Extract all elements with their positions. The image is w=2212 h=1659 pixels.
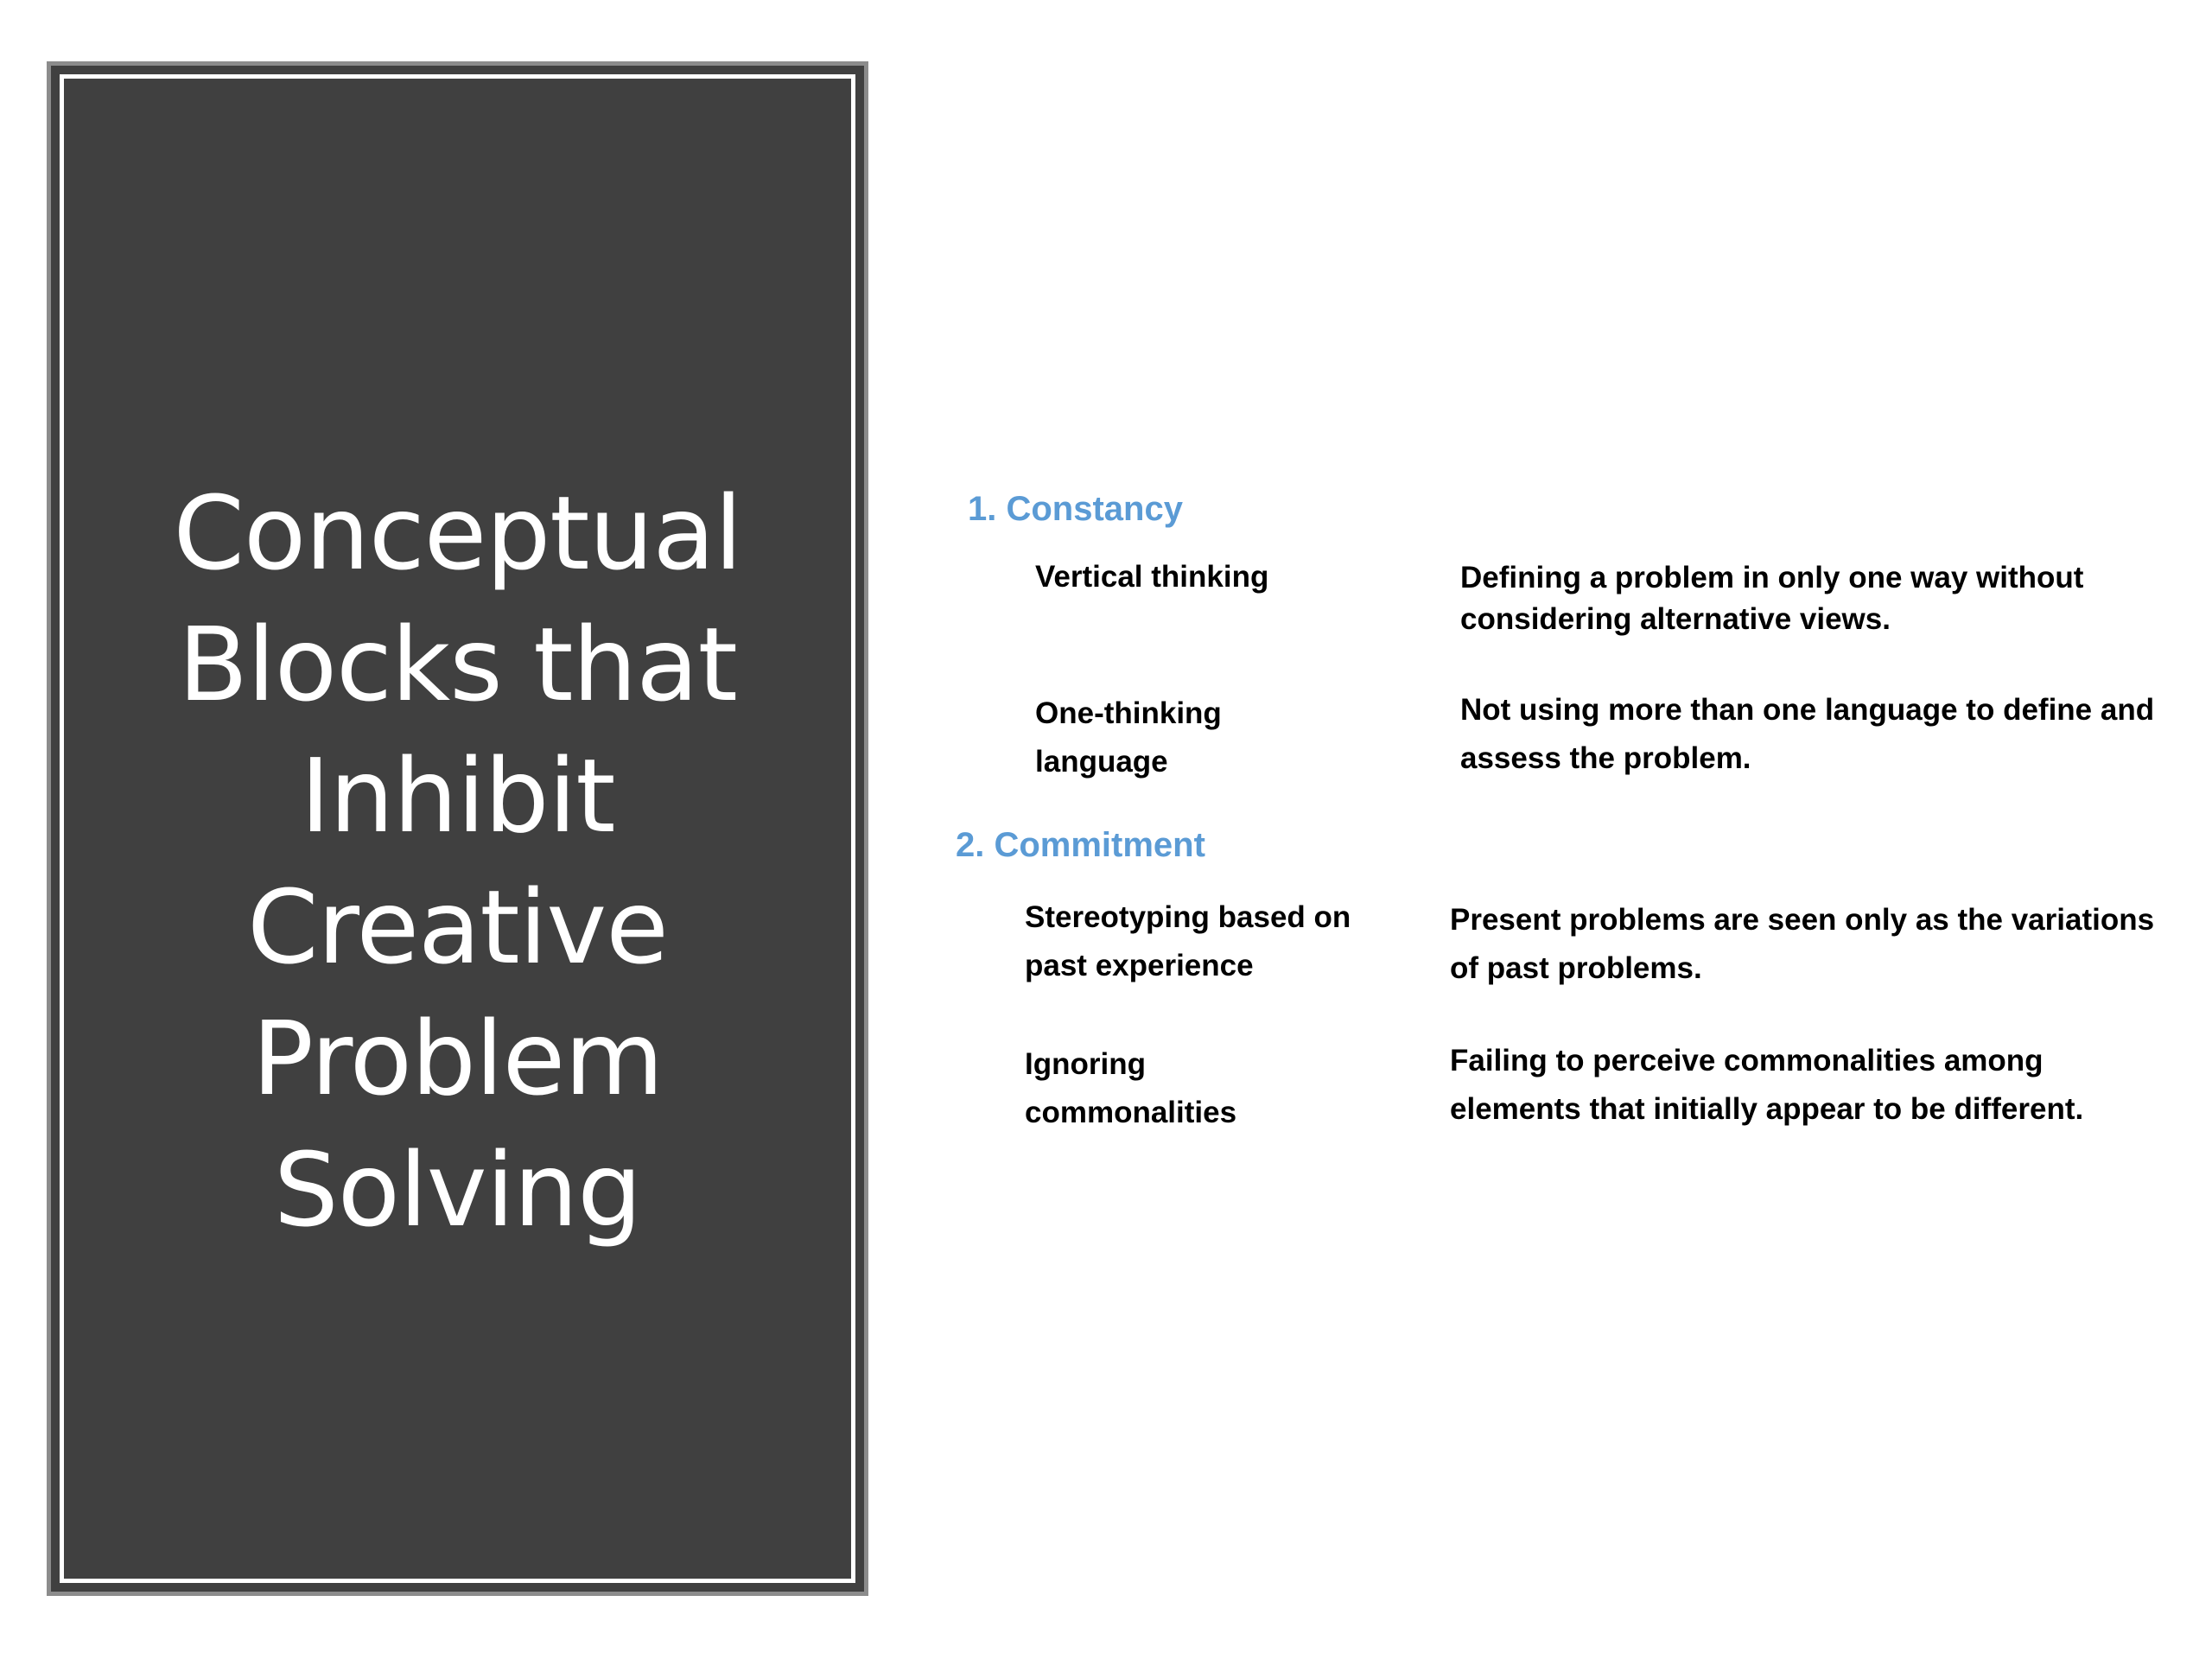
term-one-thinking-language: One-thinking language — [1035, 696, 1222, 779]
term-stereotyping: Stereotyping based on past experience — [1025, 900, 1351, 982]
term-vertical-thinking: Vertical thinking — [1035, 560, 1269, 594]
slide-title: Conceptual Blocks that Inhibit Creative Problem Solving — [173, 474, 742, 1249]
title-panel — [47, 61, 868, 1596]
definition-stereotyping: Present problems are seen only as the variations of past problems. — [1450, 903, 2155, 985]
term-ignoring-commonalities: Ignoring commonalities — [1025, 1047, 1237, 1129]
definition-ignoring-commonalities: Failing to perceive commonalities among elements that initially appear to be different. — [1450, 1044, 2084, 1126]
definition-vertical-thinking: Defining a problem in only one way without considering alternative views. — [1460, 561, 2084, 636]
section-heading-commitment: 2. Commitment — [956, 826, 1205, 864]
definition-one-thinking-language: Not using more than one language to define and assess the problem. — [1460, 693, 2155, 775]
section-heading-constancy: 1. Constancy — [968, 490, 1183, 528]
title-panel-frame — [60, 74, 855, 1583]
